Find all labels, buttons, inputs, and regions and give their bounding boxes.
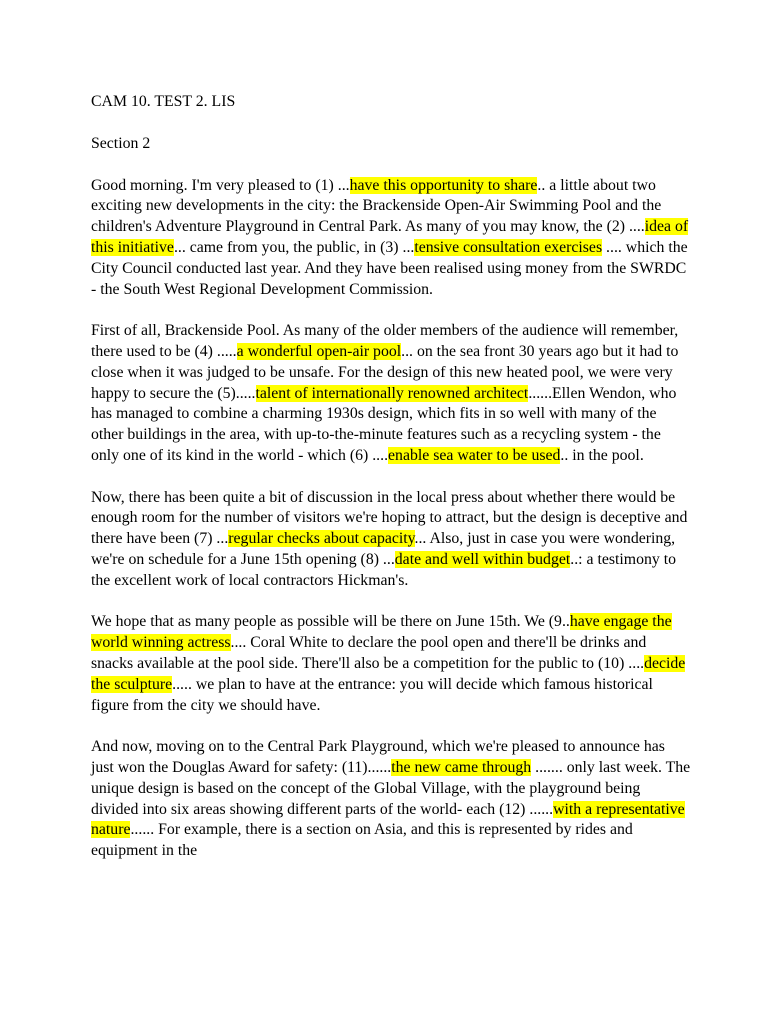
paragraph-text: Now, there has been quite a bit of discussion in the local press about whether there would be enough room for the number of visitors we're hoping to attract, but the design is deceptive and there have been (7) ...	[91, 488, 688, 548]
paragraph-text: ..... we plan to have at the entrance: you will decide which famous historical figure from the city we should have.	[91, 675, 653, 714]
section-heading: Section 2	[91, 134, 151, 152]
highlighted-answer: date and well within budget	[394, 550, 571, 568]
paragraph-text: We hope that as many people as possible will be there on June 15th. We (9..	[91, 613, 570, 631]
paragraph-text: ..: a testimony to the excellent work of local contractors Hickman's.	[91, 550, 677, 589]
paragraph-text: Good morning. I'm very pleased to (1) ...	[91, 176, 350, 194]
paragraph	[91, 612, 691, 716]
paragraph-text: .. a little about two exciting new developments in the city: the Brackenside Open-Air Swimming Pool and the children's Adventure Playground in Central Park. As many of you may know, the (2) ....	[91, 176, 662, 236]
document-title: CAM 10. TEST 2. LIS	[91, 93, 236, 110]
highlighted-answer: talent of internationally renowned architect	[255, 384, 529, 402]
paragraph-text: ... came from you, the public, in (3) ...	[173, 238, 415, 256]
paragraph-text: ....... only last week. The unique design is based on the concept of the Global Village, with the playground being divided into six areas showing different parts of the world- each (12) ......	[91, 758, 691, 818]
paragraph	[91, 176, 691, 301]
paragraph-text: And now, moving on to the Central Park Playground, which we're pleased to announce has just won the Douglas Award for safety: (11)......	[91, 738, 665, 776]
paragraph-text: ... on the sea front 30 years ago but it had to close when it was judged to be unsafe. For the design of this new heated pool, we were very happy to secure the (5).....	[91, 342, 679, 402]
paragraph-text: .... which the City Council conducted last year. And they have been realised using money from the SWRDC - the South West Regional Development Commission.	[91, 238, 688, 298]
highlighted-answer: idea of this initiative	[91, 218, 689, 256]
highlighted-answer: decide the sculpture	[91, 654, 686, 693]
highlighted-answer: enable sea water to be used	[388, 446, 561, 464]
document-body	[91, 176, 691, 862]
document-page	[91, 92, 691, 883]
paragraph-text: .... Coral White to declare the pool open and there'll be drinks and snacks available at the pool side. There'll also be a competition for the public to (10) ....	[91, 634, 647, 672]
paragraph-text: First of all, Brackenside Pool. As many of the older members of the audience will remember, there used to be (4) .....	[91, 322, 679, 360]
paragraph	[91, 321, 691, 467]
paragraph-text: ......Ellen Wendon, who has managed to combine a charming 1930s design, which fits in so well with many of the other buildings in the area, with up-to-the-minute features such as a recycling system - the only one of its kind in the world - which (6) ....	[91, 384, 677, 464]
highlighted-answer: have this opportunity to share	[349, 176, 538, 194]
paragraph-text: .. in the pool.	[560, 446, 644, 464]
highlighted-answer: tensive consultation exercises	[414, 238, 603, 256]
highlighted-answer: a wonderful open-air pool	[236, 342, 402, 360]
paragraph	[91, 737, 691, 862]
highlighted-answer: the new came through	[391, 758, 532, 776]
paragraph	[91, 488, 691, 592]
highlighted-answer: regular checks about capacity	[228, 530, 415, 548]
paragraph-text: ...... For example, there is a section on Asia, and this is represented by rides and equipment in the	[91, 821, 633, 860]
paragraph-text: ... Also, just in case you were wondering, we're on schedule for a June 15th opening (8) ...	[91, 530, 676, 568]
highlighted-answer: have engage the world winning actress	[91, 613, 672, 652]
highlighted-answer: with a representative nature	[91, 800, 685, 839]
